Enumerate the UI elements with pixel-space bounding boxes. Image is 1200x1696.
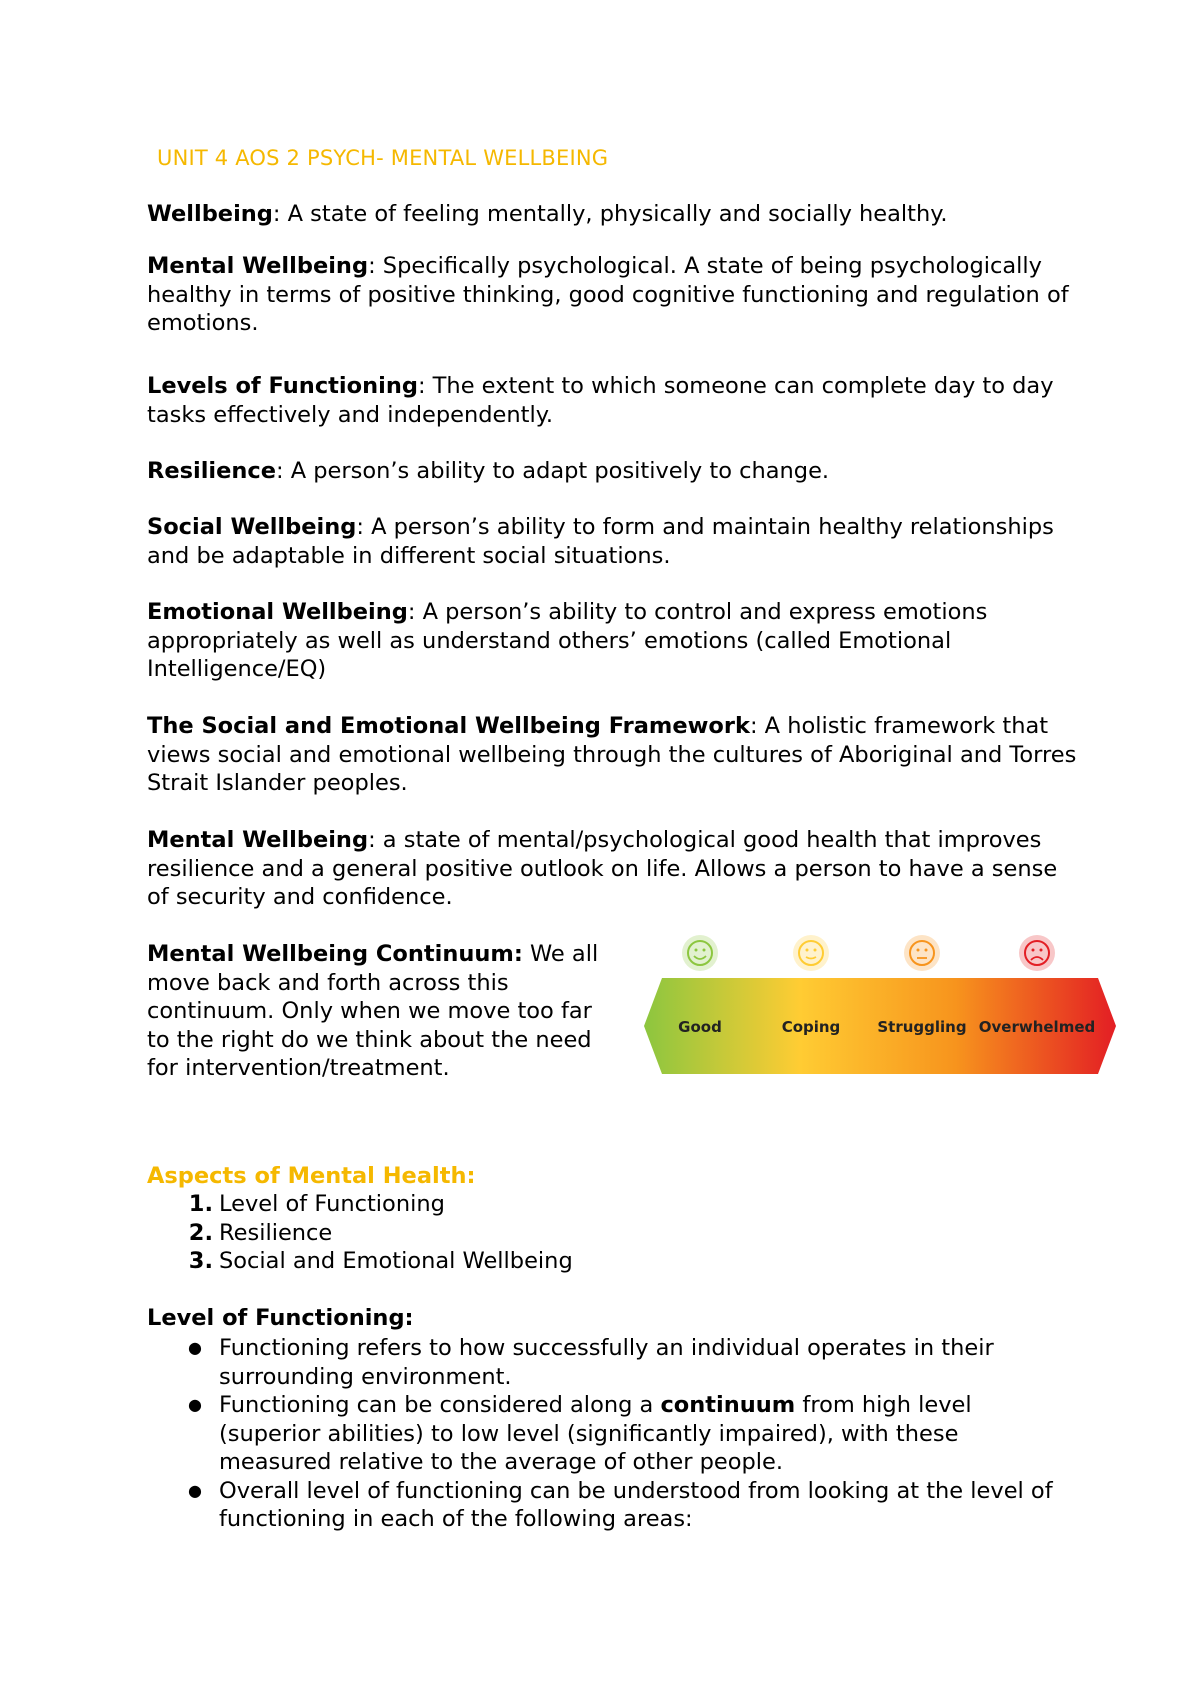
sad-face-icon <box>1019 935 1055 971</box>
text-run: from high level (superior abilities) to low level (significantly impaired), with these measured relative to the average of other people. <box>219 1392 972 1475</box>
neutral-face-icon <box>904 935 940 971</box>
list-item <box>147 1219 573 1248</box>
definition-sewb-framework <box>147 712 1077 798</box>
level-of-functioning-heading: Level of Functioning: <box>147 1305 414 1331</box>
term: Emotional Wellbeing <box>147 599 408 625</box>
emphasis: continuum <box>660 1392 796 1418</box>
list-text: Functioning refers to how successfully an individual operates in their surrounding environment. <box>219 1335 994 1390</box>
term: Resilience <box>147 458 276 484</box>
list-text: Level of Functioning <box>219 1191 445 1217</box>
list-text <box>219 1391 1077 1477</box>
term: Mental Wellbeing Continuum: <box>147 941 523 967</box>
list-text: Overall level of functioning can be understood from looking at the level of functioning in each of the following areas: <box>219 1477 1053 1532</box>
list-item <box>147 1391 1077 1477</box>
list-item <box>147 1247 573 1276</box>
list-item <box>147 1334 1077 1391</box>
term: Social Wellbeing <box>147 514 357 540</box>
smile-face-icon <box>793 935 829 971</box>
page-title: UNIT 4 AOS 2 PSYCH- MENTAL WELLBEING <box>157 146 609 170</box>
list-number: 3. <box>188 1248 213 1274</box>
term: Wellbeing <box>147 201 273 227</box>
definition-resilience <box>147 457 1077 486</box>
list-text: Resilience <box>219 1219 333 1246</box>
scale-label-struggling: Struggling <box>877 1018 967 1036</box>
term: Mental Wellbeing <box>147 827 369 853</box>
aspects-list <box>147 1190 573 1276</box>
definition-mental-wellbeing <box>147 252 1077 338</box>
term: The Social and Emotional Wellbeing Framework <box>147 713 750 739</box>
definition-text: : A holistic framework that views social and emotional wellbeing through the cultures of Aboriginal and Torres Strait Islander peoples. <box>147 713 1077 796</box>
term: Levels of Functioning <box>147 373 418 399</box>
definition-social-wellbeing <box>147 513 1077 570</box>
definition-text: : The extent to which someone can complete day to day tasks effectively and independently. <box>147 373 1054 428</box>
definition-text: We all move back and forth across this continuum. Only when we move too far to the right do we think about the need for intervention/treatment. <box>147 941 599 1081</box>
scale-label-coping: Coping <box>781 1018 841 1036</box>
definition-text: : A person’s ability to form and maintain healthy relationships and be adaptable in different social situations. <box>147 514 1054 569</box>
scale-label-good: Good <box>678 1018 722 1036</box>
definition-continuum <box>147 940 617 1083</box>
aspects-heading: Aspects of Mental Health: <box>147 1163 476 1189</box>
text-run: Functioning can be considered along a <box>219 1392 661 1418</box>
definition-wellbeing <box>147 200 1077 229</box>
list-item <box>147 1190 573 1219</box>
functioning-bullet-list <box>147 1334 1077 1534</box>
list-number: 2. <box>188 1219 213 1246</box>
definition-emotional-wellbeing <box>147 598 1077 684</box>
definition-text: : A person’s ability to control and express emotions appropriately as well as understand others’ emotions (called Emotional Intelligence/EQ) <box>147 599 988 682</box>
bullet-icon: ● <box>188 1480 202 1500</box>
happy-face-icon <box>682 935 718 971</box>
definition-text: : Specifically psychological. A state of being psychologically healthy in terms of positive thinking, good cognitive functioning and regulation of emotions. <box>147 253 1069 336</box>
bullet-icon: ● <box>188 1395 202 1414</box>
definition-text: : A person’s ability to adapt positively to change. <box>276 458 830 484</box>
term: Mental Wellbeing <box>147 253 369 279</box>
list-number: 1. <box>188 1191 213 1217</box>
bullet-icon: ● <box>188 1338 202 1357</box>
wellbeing-continuum-graphic <box>640 932 1120 1082</box>
list-item <box>147 1477 1077 1534</box>
definition-mental-wellbeing-2 <box>147 826 1077 912</box>
definition-levels-of-functioning <box>147 372 1077 429</box>
definition-text: : A state of feeling mentally, physically and socially healthy. <box>272 201 948 227</box>
definition-text: : a state of mental/psychological good health that improves resilience and a general positive outlook on life. Allows a person to have a sense of security and confidence. <box>147 827 1058 910</box>
scale-label-overwhelmed: Overwhelmed <box>978 1018 1096 1036</box>
list-text: Social and Emotional Wellbeing <box>219 1248 573 1274</box>
